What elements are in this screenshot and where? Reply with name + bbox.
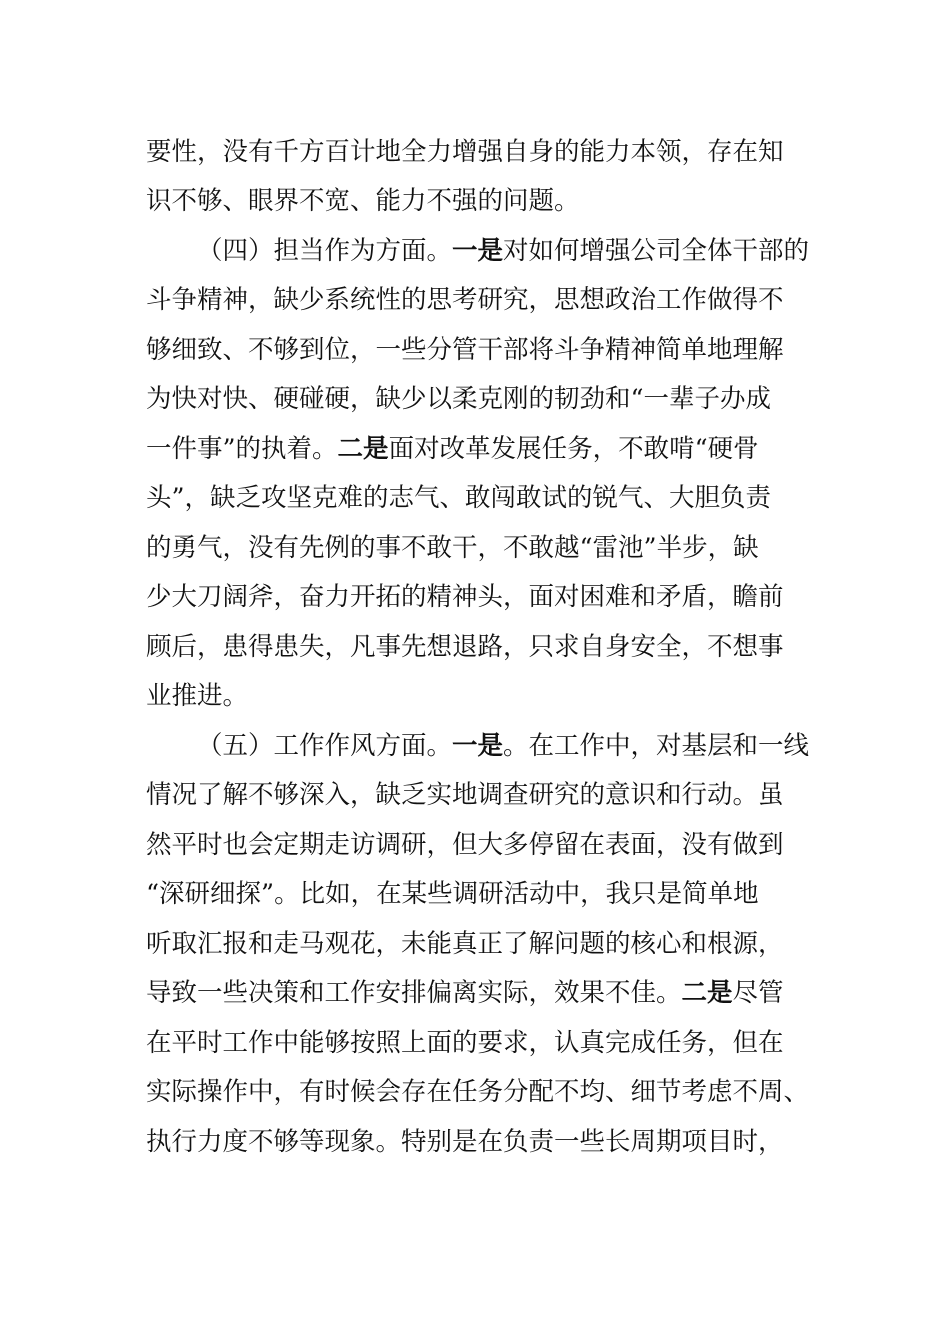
text-segment: “深研细探”。比如，在某些调研活动中，我只是简单地 — [146, 879, 759, 909]
text-segment: 要性，没有千方百计地全力增强自身的能力本领，存在知 — [146, 137, 784, 167]
emphasis-text: 一是 — [452, 236, 504, 266]
text-segment: （五）工作作风方面。 — [197, 731, 453, 761]
text-segment: 对如何增强公司全体干部的 — [503, 236, 810, 266]
text-segment: 够细致、不够到位，一些分管干部将斗争精神简单地理解 — [146, 335, 784, 365]
text-segment: 识不够、眼界不宽、能力不强的问题。 — [146, 186, 580, 216]
text-segment: 面对改革发展任务，不敢啃“硬骨 — [388, 434, 759, 464]
text-segment: 尽管 — [732, 978, 784, 1008]
text-segment: 斗争精神，缺少系统性的思考研究，思想政治工作做得不 — [146, 285, 784, 315]
text-line — [0, 1072, 950, 1112]
text-line — [0, 825, 950, 865]
text-line — [0, 627, 950, 667]
text-segment: 执行力度不够等现象。特别是在负责一些长周期项目时， — [146, 1127, 784, 1157]
text-segment: 的勇气，没有先例的事不敢干，不敢越“雷池”半步，缺 — [146, 533, 759, 563]
text-line — [0, 874, 950, 914]
text-segment: 。在工作中，对基层和一线 — [503, 731, 810, 761]
text-segment: 然平时也会定期走访调研，但大多停留在表面，没有做到 — [146, 830, 784, 860]
text-line — [0, 132, 950, 172]
text-line — [0, 726, 950, 766]
text-line — [0, 775, 950, 815]
text-segment: 业推进。 — [146, 681, 249, 711]
text-line — [0, 181, 950, 221]
text-line — [0, 676, 950, 716]
text-segment: 实际操作中，有时候会存在任务分配不均、细节考虑不周、 — [146, 1077, 810, 1107]
text-segment: 在平时工作中能够按照上面的要求，认真完成任务，但在 — [146, 1028, 784, 1058]
text-line — [0, 280, 950, 320]
text-line — [0, 231, 950, 271]
text-segment: 听取汇报和走马观花，未能真正了解问题的核心和根源， — [146, 929, 784, 959]
text-line — [0, 528, 950, 568]
text-segment: 少大刀阔斧，奋力开拓的精神头，面对困难和矛盾，瞻前 — [146, 582, 784, 612]
text-line — [0, 577, 950, 617]
text-line — [0, 379, 950, 419]
emphasis-text: 二是 — [681, 978, 733, 1008]
text-segment: 情况了解不够深入，缺乏实地调查研究的意识和行动。虽 — [146, 780, 784, 810]
text-segment: 导致一些决策和工作安排偏离实际，效果不佳。 — [146, 978, 682, 1008]
text-line — [0, 478, 950, 518]
text-line — [0, 429, 950, 469]
text-segment: 一件事”的执着。 — [146, 434, 338, 464]
text-line — [0, 1023, 950, 1063]
emphasis-text: 二是 — [337, 434, 389, 464]
text-line — [0, 973, 950, 1013]
text-segment: 顾后，患得患失，凡事先想退路，只求自身安全，不想事 — [146, 632, 784, 662]
text-segment: （四）担当作为方面。 — [197, 236, 453, 266]
text-line — [0, 924, 950, 964]
text-segment: 为快对快、硬碰硬，缺少以柔克刚的韧劲和“一辈子办成 — [146, 384, 772, 414]
emphasis-text: 一是 — [452, 731, 504, 761]
text-line — [0, 1122, 950, 1162]
text-line — [0, 330, 950, 370]
text-segment: 头”，缺乏攻坚克难的志气、敢闯敢试的锐气、大胆负责 — [146, 483, 772, 513]
